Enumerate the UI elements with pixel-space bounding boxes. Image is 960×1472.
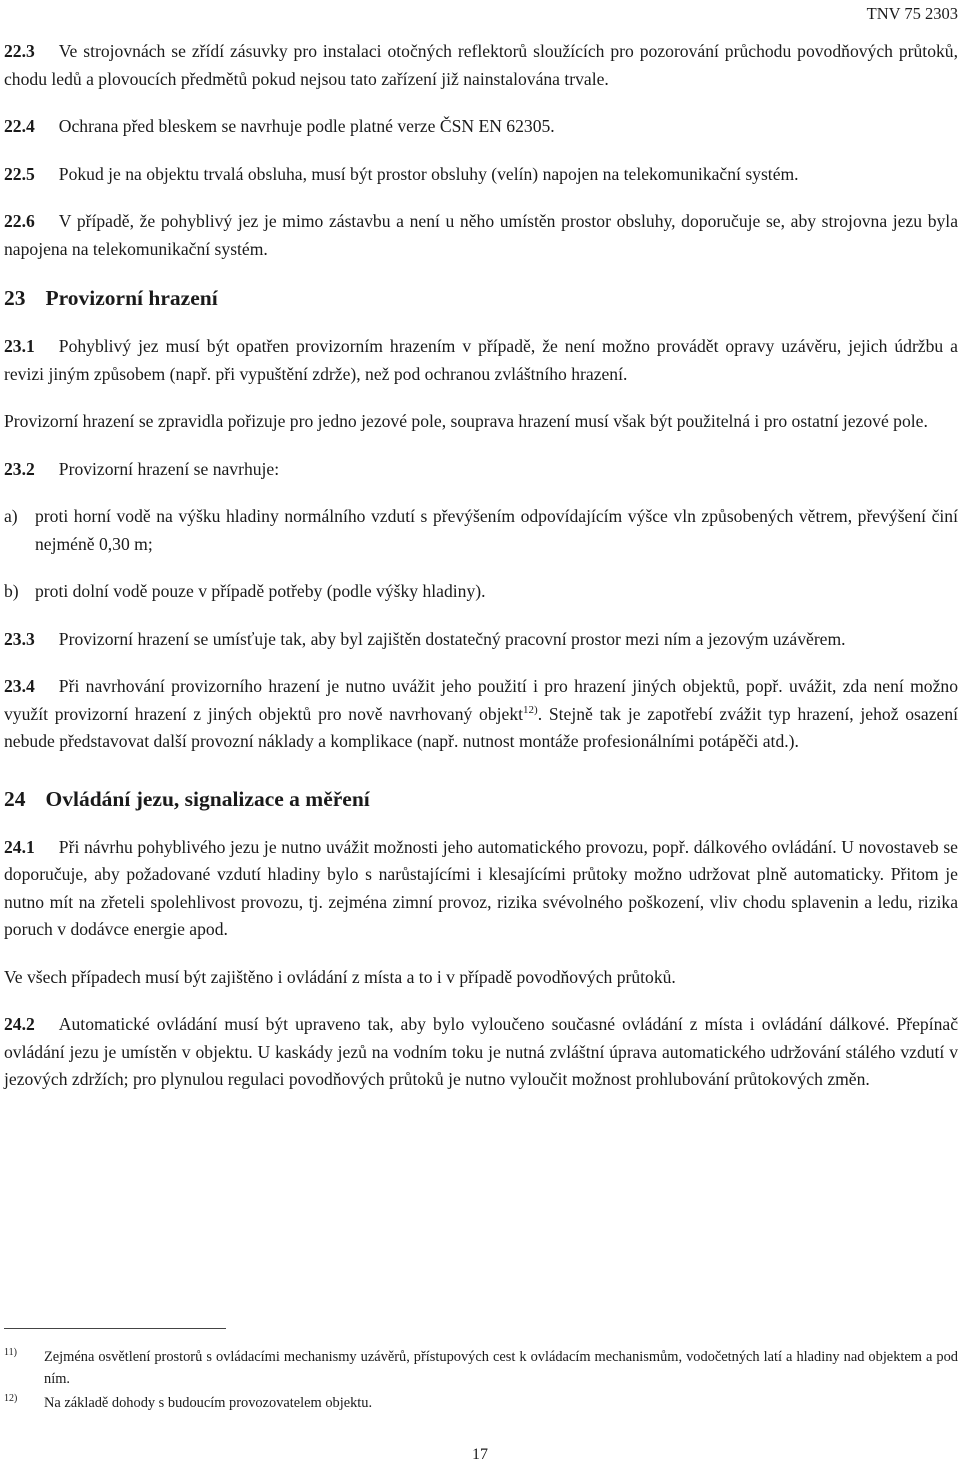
footnotes [4, 1346, 958, 1416]
paragraph-number: 24.1 [4, 836, 35, 857]
paragraph-22-5 [4, 161, 958, 189]
paragraph-text: Provizorní hrazení se umísťuje tak, aby byl zajištěn dostatečný pracovní prostor mezi ním a jezovým uzávěrem. [58, 628, 846, 649]
paragraph-number: 23.4 [4, 676, 35, 696]
footnote-mark: 11) [4, 1347, 17, 1358]
section-title: Provizorní hrazení [45, 286, 218, 310]
paragraph-23-1 [4, 333, 958, 388]
paragraph-text: V případě, že pohyblivý jez je mimo zástavbu a není u něho umístěn prostor obsluhy, doporučuje se, aby strojovna jezu byla napojena na telekomunikační systém. [4, 211, 958, 259]
paragraph-23-4 [4, 673, 958, 756]
paragraph-number: 23.2 [4, 458, 35, 479]
paragraph-23-3 [4, 626, 958, 654]
paragraph-24-2 [4, 1011, 958, 1094]
paragraph-number: 22.5 [4, 163, 35, 184]
paragraph-text: Při navrhování provizorního hrazení je nutno uvážit jeho použití i pro hrazení jiných objektů, popř. uvážit, zda není možno využít provizorní hrazení z jiných objektů pro nově navrhovaný objekt [4, 676, 958, 724]
paragraph-text: Pohyblivý jez musí být opatřen provizorním hrazením v případě, že není možno provádět opravy uzávěru, jejich údržbu a revizi jiným způsobem (např. při vypuštění zdrže), než pod ochranou zvláštního hrazení. [4, 336, 958, 384]
footnote-divider [4, 1328, 226, 1329]
paragraph-22-6 [4, 208, 958, 263]
paragraph-text: Provizorní hrazení se navrhuje: [58, 458, 280, 479]
document-code: TNV 75 2303 [866, 4, 958, 23]
paragraph-text: Při návrhu pohyblivého jezu je nutno uvážit možnosti jeho automatického provozu, popř. dálkového ovládání. U novostaveb se doporučuje, aby požadované vzdutí hladiny bylo s narůstajícími i klesajícími průtoky možno udržovat plně automaticky. Přitom je nutno mít na zřeteli spolehlivost provozu, tj. zejména zimní provoz, rizika svévolného poškození, vliv chodu splavenin a ledu, rizika poruch v dodávce energie apod. [4, 836, 958, 939]
footnote-text: Zejména osvětlení prostorů s ovládacími mechanismy uzávěrů, přístupových cest k ovládacím mechanismům, vodočetných latí a hladiny nad objektem a pod ním. [44, 1349, 958, 1387]
list-item-a [4, 503, 958, 558]
paragraph-23-1-continued: Provizorní hrazení se zpravidla pořizuje pro jedno jezové pole, souprava hrazení musí však být použitelná i pro ostatní jezové pole. [4, 411, 928, 431]
footnote-11 [4, 1346, 958, 1390]
paragraph-text: Automatické ovládání musí být upraveno tak, aby bylo vyloučeno současné ovládání z místa i ovládání dálkové. Přepínač ovládání jezu je umístěn v objektu. U kaskády jezů na vodním toku je nutná zvláštní úprava automatického udržování stálého vzdutí v jezových zdržích; pro plynulou regulaci povodňových průtoků je nutno vyloučit možnost prohlubování průtokových změn. [4, 1014, 958, 1089]
paragraph-text: Ve strojovnách se zřídí zásuvky pro instalaci otočných reflektorů sloužících pro pozorování průchodu povodňových průtoků, chodu ledů a plovoucích předmětů pokud nejsou tato zařízení již nainstalována trvale. [4, 41, 958, 89]
paragraph-text-continued: . Stejně tak je zapotřebí zvážit typ hrazení, jehož osazení nebude představovat další provozní náklady a komplikace (např. nutnost montáže profesionálními potápěči atd.). [4, 703, 959, 751]
footnote-reference-12[interactable]: 12) [523, 703, 538, 716]
paragraph-number: 22.3 [4, 41, 35, 61]
list-marker: b) [4, 581, 19, 601]
paragraph-text: Pokud je na objektu trvalá obsluha, musí být prostor obsluhy (velín) napojen na telekomunikační systém. [58, 163, 799, 184]
section-24-heading [4, 784, 958, 814]
list-item-text: proti dolní vodě pouze v případě potřeby (podle výšky hladiny). [35, 581, 486, 601]
section-title: Ovládání jezu, signalizace a měření [45, 786, 370, 811]
section-number: 23 [4, 286, 26, 310]
paragraph-number: 23.1 [4, 336, 35, 356]
paragraph-22-4 [4, 113, 958, 141]
list-item-text: proti horní vodě na výšku hladiny normálního vzdutí s převýšením odpovídajícím výšce vln způsobených větrem, převýšení činí nejméně 0,30 m; [35, 506, 958, 554]
footnote-text: Na základě dohody s budoucím provozovatelem objektu. [44, 1395, 373, 1411]
paragraph-23-2 [4, 456, 958, 484]
list-item-b [4, 578, 958, 606]
document-body [4, 38, 958, 1114]
paragraph-text: Ochrana před bleskem se navrhuje podle platné verze ČSN EN 62305. [58, 116, 555, 136]
paragraph-22-3 [4, 38, 958, 93]
page-number: 17 [472, 1446, 488, 1463]
paragraph-number: 22.4 [4, 116, 35, 136]
list-marker: a) [4, 506, 18, 526]
section-23-heading [4, 283, 958, 313]
paragraph-number: 23.3 [4, 628, 35, 649]
paragraph-number: 22.6 [4, 211, 35, 231]
footnote-12 [4, 1392, 958, 1414]
paragraph-number: 24.2 [4, 1014, 35, 1034]
footnote-mark: 12) [4, 1393, 18, 1404]
paragraph-24-1 [4, 834, 958, 944]
paragraph-24-1-continued: Ve všech případech musí být zajištěno i ovládání z místa a to i v případě povodňových průtoků. [4, 966, 676, 987]
section-number: 24 [4, 786, 26, 811]
